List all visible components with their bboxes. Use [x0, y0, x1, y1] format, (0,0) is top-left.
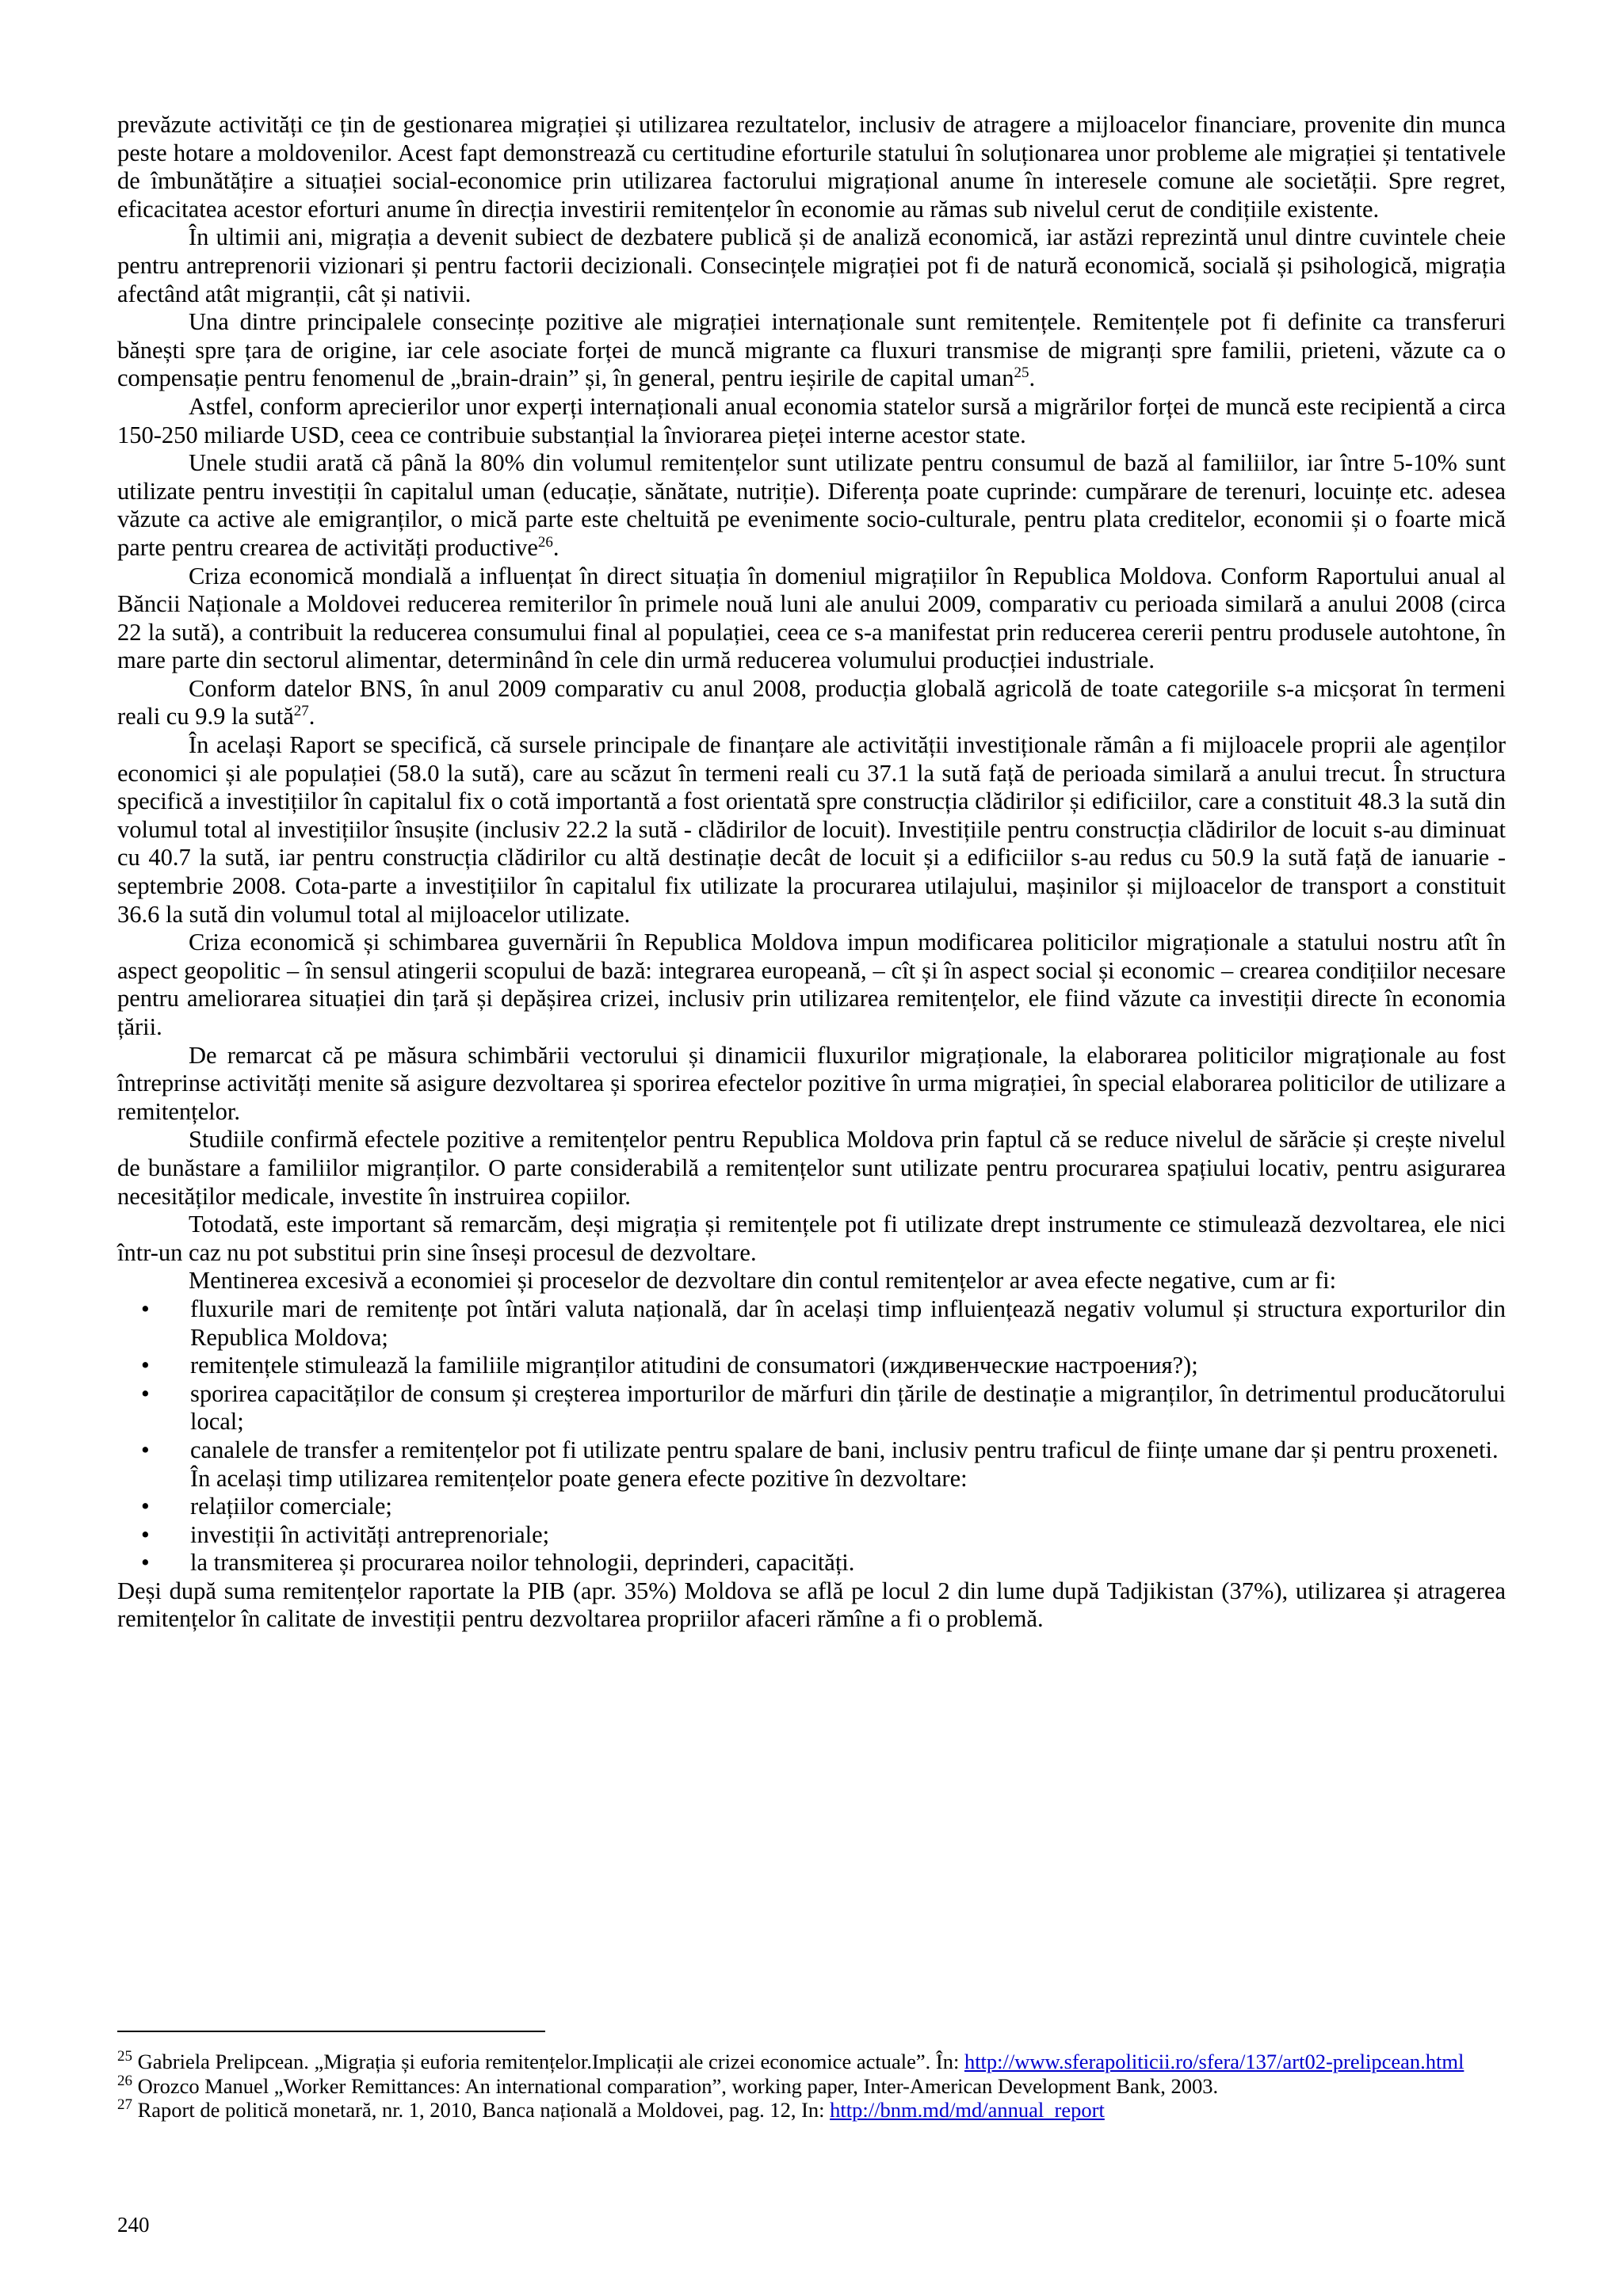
footnote-27: $^{27}$ Raport de politică monetară, nr. 1, 2010, Banca națională a Moldovei, pag. 12, In: http://bnm.md/md/annual_report: [117, 2096, 1105, 2122]
list-item: • relațiilor comerciale;: [141, 1493, 392, 1520]
positive-effects-list: [117, 1493, 1506, 1577]
bullet-icon: •: [141, 1436, 150, 1463]
paragraph: Una dintre principalele consecințe pozitive ale migrației internaționale sunt remitențele. Remitențele pot fi definite ca transferuri bănești spre țara de origine, iar cele asociate forței de muncă migrante ca fluxuri transmise de migranți spre familii, prieteni, văzute ca o compensație pentru fenomenul de „brain-drain” și, în general, pentru ieșirile de capital uman$^{25}$.: [117, 308, 1506, 392]
paragraph: În ultimii ani, migrația a devenit subiect de dezbatere publică și de analiză economică, iar astăzi reprezintă unul dintre cuvintele cheie pentru antreprenorii vizionari și pentru factorii decizionali. Consecințele migrației pot fi de natură economică, socială și psihologică, migrația afectând atât migranții, cât și nativii.: [117, 223, 1506, 307]
footnote-link[interactable]: http://bnm.md/md/annual_report: [830, 2098, 1105, 2122]
bullet-icon: •: [141, 1520, 150, 1548]
footnote-ref-27[interactable]: 27: [293, 703, 309, 720]
paragraph: Studiile confirmă efectele pozitive a remitențelor pentru Republica Moldova prin faptul că se reduce nivelul de sărăcie și crește nivelul de bunăstare a familiilor migranților. O parte considerabilă a remitențelor sunt utilizate pentru procurarea spațiului locativ, pentru asigurarea necesităților medicale, investite în instruirea copiilor.: [117, 1126, 1506, 1210]
list-item: • canalele de transfer a remitențelor pot fi utilizate pentru spalare de bani, inclusiv pentru traficul de ființe umane dar și pentru proxeneti.: [141, 1436, 1499, 1463]
body-text: [117, 111, 1506, 1634]
bullet-icon: •: [141, 1295, 150, 1322]
footnote-link[interactable]: http://www.sferapoliticii.ro/sfera/137/art02-prelipcean.html: [964, 2050, 1465, 2073]
bullet-icon: •: [141, 1352, 150, 1379]
page-number: 240: [117, 2213, 150, 2237]
paragraph: De remarcat că pe măsura schimbării vectorului și dinamicii fluxurilor migraționale, la elaborarea politicilor migraționale au fost întreprinse activități menite să asigure dezvoltarea și sporirea efectelor pozitive în urma migrației, în special elaborarea politicilor de utilizare a remitențelor.: [117, 1041, 1506, 1125]
paragraph: Unele studii arată că până la 80% din volumul remitențelor sunt utilizate pentru consumul de bază al familiilor, iar între 5-10% sunt utilizate pentru investiții în capitalul uman (educație, sănătate, nutriție). Diferența poate cuprinde: cumpărare de terenuri, locuințe etc. adesea văzute ca active ale emigranților, o mică parte este cheltuită pe evenimente socio-culturale, pentru plata creditelor, economii și o foarte mică parte pentru crearea de activități productive$^{26}$.: [117, 449, 1506, 561]
paragraph: Astfel, conform aprecierilor unor experți internaționali anual economia statelor sursă a migrărilor forței de muncă este recipientă a circa 150-250 miliarde USD, ceea ce contribuie substanțial la înviorarea pieței interne acestor state.: [117, 392, 1506, 448]
footnotes: [117, 2031, 1506, 2122]
paragraph: Criza economică mondială a influențat în direct situația în domeniul migrațiilor în Republica Moldova. Conform Raportului anual al Băncii Naționale a Moldovei reducerea remiterilor în primele nouă luni ale anului 2009, comparativ cu perioada similară a anului 2008 (circa 22 la sută), a contribuit la reducerea consumului final al populației, ceea ce s-a manifestat prin reducerea cererii pentru produsele autohtone, în mare parte din sectorul alimentar, determinând în cele din urmă reducerea volumului producției industriale.: [117, 562, 1506, 674]
footnote-26: $^{26}$ Orozco Manuel „Worker Remittances: An international comparation”, working paper, Inter-American Development Bank, 2003.: [117, 2072, 1219, 2098]
footnote-ref-25[interactable]: 25: [1014, 364, 1029, 382]
paragraph: Totodată, este important să remarcăm, deși migrația și remitențele pot fi utilizate drept instrumente ce stimulează dezvoltarea, ele nici într-un caz nu pot substitui prin sine înseși procesul de dezvoltare.: [117, 1211, 1506, 1266]
list-item: • investiții în activități antreprenoriale;: [141, 1520, 550, 1548]
negative-effects-list: [117, 1295, 1506, 1465]
paragraph: Criza economică și schimbarea guvernării în Republica Moldova impun modificarea politicilor migraționale a statului nostru atît în aspect geopolitic – în sensul atingerii scopului de bază: integrarea europeană, – cît și în aspect social și economic – crearea condițiilor necesare pentru ameliorarea situației din țară și depășirea crizei, inclusiv prin utilizarea remitențelor, ele fiind văzute ca investiții directe în economia țării.: [117, 929, 1506, 1040]
footnote-separator: [117, 2031, 545, 2032]
paragraph: Mentinerea excesivă a economiei și proceselor de dezvoltare din contul remitențelor ar avea efecte negative, cum ar fi:: [189, 1267, 1337, 1295]
bullet-icon: •: [141, 1493, 150, 1520]
list-item: • remitențele stimulează la familiile migranților atitudini de consumatori (иждивенческие настроения?);: [141, 1352, 1198, 1379]
footnote-25: $^{25}$ Gabriela Prelipcean. „Migrația și euforia remitențelor.Implicații ale crizei economice actuale”. În: http://www.sferapoliticii.ro/sfera/137/art02-prelipcean.html: [117, 2048, 1465, 2073]
footnote-ref-26[interactable]: 26: [537, 533, 553, 551]
paragraph: Conform datelor BNS, în anul 2009 comparativ cu anul 2008, producția globală agricolă de toate categoriile s-a micșorat în termeni reali cu 9.9 la sută$^{27}$.: [117, 674, 1506, 730]
list-item: • sporirea capacităților de consum și creșterea importurilor de mărfuri din țările de destinație a migranților, în detrimentul producătorului local;: [141, 1379, 1506, 1436]
paragraph: În același Raport se specifică, că sursele principale de finanțare ale activității investiționale rămân a fi mijloacele proprii ale agenților economici și ale populației (58.0 la sută), care au scăzut în termeni reali cu 37.1 la sută față de perioada similară a anului trecut. În structura specifică a investițiilor în capitalul fix o cotă importantă a fost orientată spre construcția clădirilor și edificiilor, care a constituit 48.3 la sută din volumul total al investițiilor însușite (inclusiv 22.2 la sută - clădirilor de locuit). Investițiile pentru construcția clădirilor de locuit s-au diminuat cu 40.7 la sută, iar pentru construcția clădirilor cu altă destinație decât de locuit și a edificiilor s-au redus cu 50.9 la sută față de ianuarie - septembrie 2008. Cota-parte a investițiilor în capitalul fix utilizate la procurarea utilajului, mașinilor și mijloacelor de transport a constituit 36.6 la sută din volumul total al mijloacelor utilizate.: [117, 731, 1506, 928]
list-item: • fluxurile mari de remitențe pot întări valuta națională, dar în același timp influiențează negativ volumul și structura exporturilor din Republica Moldova;: [141, 1295, 1506, 1351]
paragraph: prevăzute activități ce țin de gestionarea migrației și utilizarea rezultatelor, inclusiv de atragere a mijloacelor financiare, provenite din munca peste hotare a moldovenilor. Acest fapt demonstrează cu certitudine eforturile statului în soluționarea unor probleme ale migrației și tentativele de îmbunătățire a situației social-economice prin utilizarea factorului migrațional anume în interesele comune ale societății. Spre regret, eficacitatea acestor eforturi anume în direcția investirii remitențelor în economie au rămas sub nivelul cerut de condițiile existente.: [117, 111, 1506, 223]
positive-effects-intro: În același timp utilizarea remitențelor poate genera efecte pozitive în dezvoltare:: [190, 1464, 968, 1492]
list-item: • la transmiterea și procurarea noilor tehnologii, deprinderi, capacități.: [141, 1549, 855, 1577]
bullet-icon: •: [141, 1549, 150, 1577]
closing-paragraph: Deși după suma remitențelor raportate la PIB (apr. 35%) Moldova se află pe locul 2 din lume după Tadjikistan (37%), utilizarea și atragerea remitențelor în calitate de investiții pentru dezvoltarea propriilor afaceri rămîne a fi o problemă.: [117, 1577, 1506, 1633]
bullet-icon: •: [141, 1379, 150, 1407]
